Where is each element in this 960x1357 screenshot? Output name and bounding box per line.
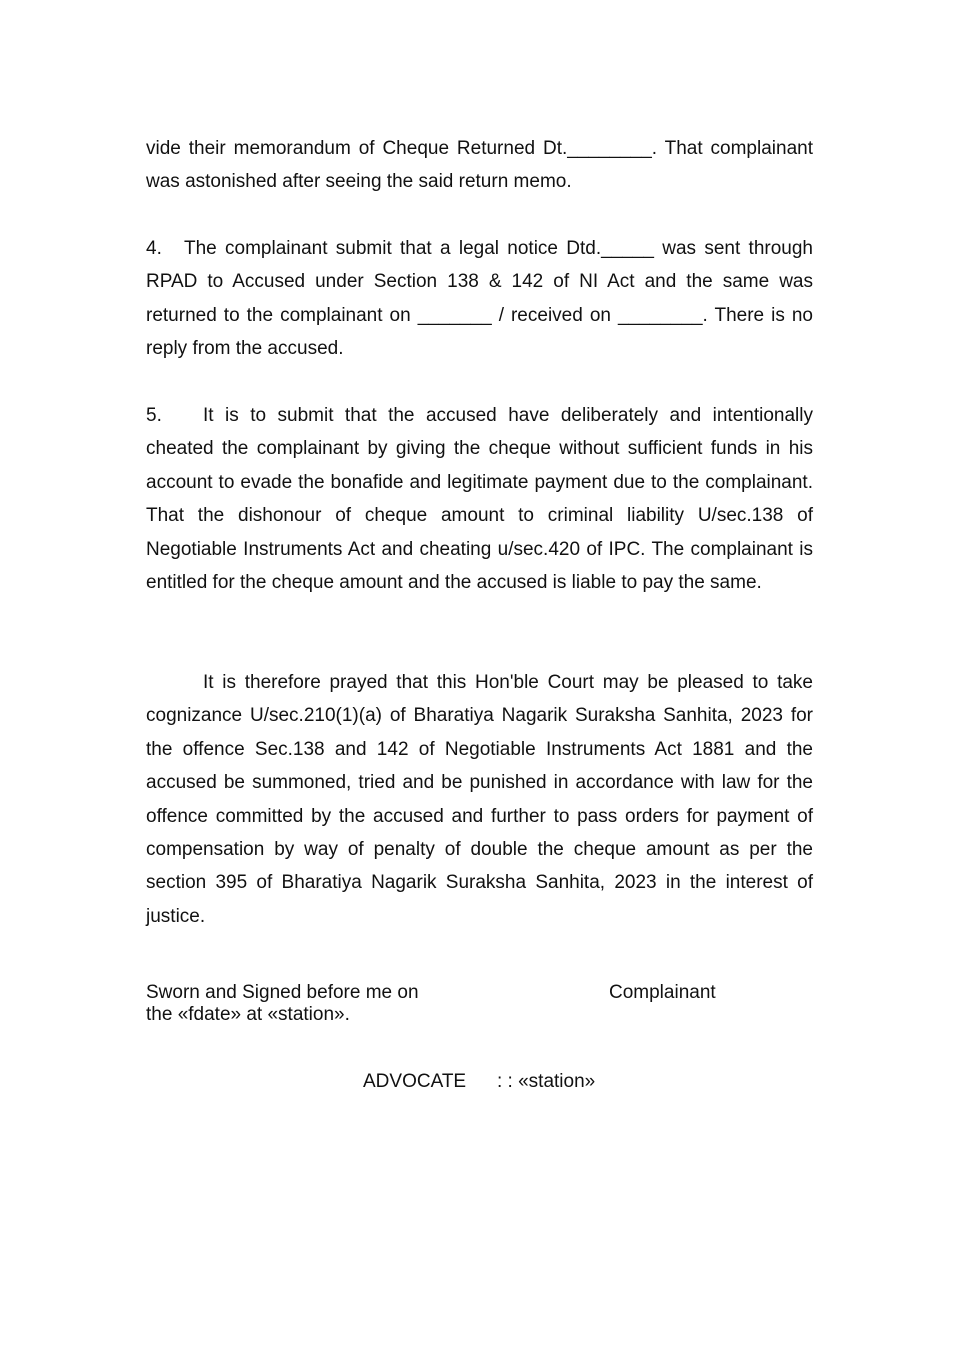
paragraph-prayer <box>146 666 813 933</box>
advocate-station: : : «station» <box>497 1071 596 1092</box>
paragraph-5-cheating <box>146 399 813 599</box>
paragraph-cheque-return <box>146 132 813 199</box>
sworn-line-1: Sworn and Signed before me on <box>146 982 419 1003</box>
sworn-statement <box>146 982 546 1026</box>
paragraph-4-number: 4. <box>146 238 162 259</box>
paragraph-prayer-text: It is therefore prayed that this Hon'ble Court may be pleased to take cognizance U/sec.210(1)(a) of Bharatiya Nagarik Suraksha Sanhita, 2023 for the offence Sec.138 and 142 of Negotiable Instruments Act 1881 and the accused be summoned, tried and be punished in accordance with law for the offence committed by the accused and further to pass orders for payment of compensation by way of penalty of double the cheque amount as per the section 395 of Bharatiya Nagarik Suraksha Sanhita, 2023 in the interest of justice. <box>146 672 813 927</box>
sworn-line-2: the «fdate» at «station». <box>146 1004 350 1025</box>
complainant-signature-label: Complainant <box>609 982 716 1003</box>
paragraph-4-text: The complainant submit that a legal notice Dtd._____ was sent through RPAD to Accused under Section 138 & 142 of NI Act and the same was returned to the complainant on _______ / received on ________. There is no reply from the accused. <box>146 238 813 360</box>
paragraph-4-legal-notice <box>146 232 813 366</box>
paragraph-5-text: It is to submit that the accused have deliberately and intentionally cheated the complainant by giving the cheque without sufficient funds in his account to evade the bonafide and legitimate payment due to the complainant. That the dishonour of cheque amount to criminal liability U/sec.138 of Negotiable Instruments Act and cheating u/sec.420 of IPC. The complainant is entitled for the cheque amount and the accused is liable to pay the same. <box>146 405 813 594</box>
paragraph-cheque-return-text: vide their memorandum of Cheque Returned Dt.________. That complainant was astonished after seeing the said return memo. <box>146 138 813 193</box>
advocate-label: ADVOCATE <box>363 1071 467 1092</box>
paragraph-5-number: 5. <box>146 405 162 426</box>
